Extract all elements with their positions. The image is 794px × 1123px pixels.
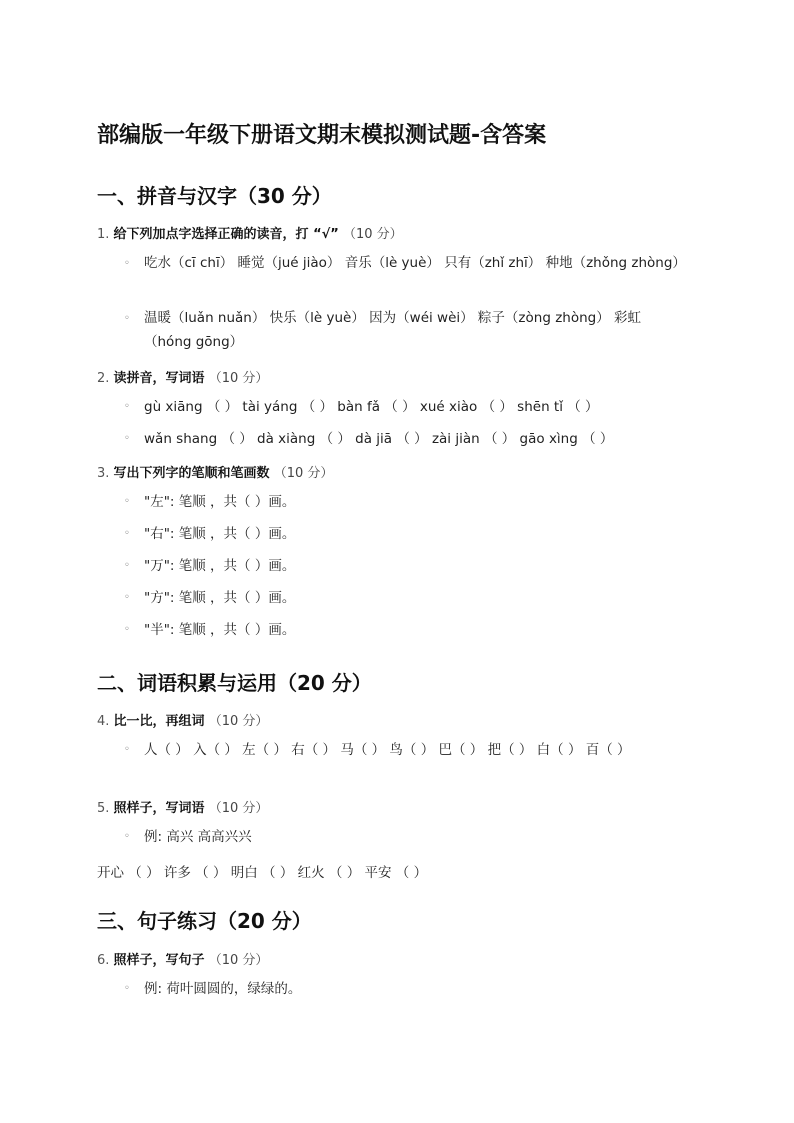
question-number: 5.	[97, 801, 110, 816]
question-number: 1.	[97, 227, 110, 242]
question-text: 照样子，写句子	[113, 953, 205, 968]
document-title: 部编版一年级下册语文期末模拟测试题-含答案	[97, 123, 547, 148]
question-points: （10 分）	[208, 801, 269, 816]
question-4	[97, 710, 268, 729]
list-item: 例: 高兴 高高兴兴	[144, 829, 252, 845]
question-text: 给下列加点字选择正确的读音，打 “√”	[113, 227, 339, 242]
question-5	[97, 797, 268, 816]
bullet-icon: ◦	[124, 496, 130, 507]
question-6	[97, 949, 268, 968]
list-item: 吃水（cī chī） 睡觉（jué jiào） 音乐（lè yuè） 只有（zhǐ zhī） 种地（zhǒng zhòng）	[144, 255, 686, 271]
question-text: 读拼音，写词语	[113, 371, 205, 386]
question-points: （10 分）	[208, 714, 269, 729]
section-heading-1: 一、拼音与汉字（30 分）	[97, 184, 332, 208]
word-fill-line: 开心 （ ） 许多 （ ） 明白 （ ） 红火 （ ） 平安 （ ）	[97, 865, 428, 881]
list-item: wǎn shang （ ） dà xiàng （ ） dà jiā （ ） zài jiàn （ ） gāo xìng （ ）	[144, 431, 614, 447]
question-points: （10 分）	[208, 371, 269, 386]
bullet-icon: ◦	[124, 433, 130, 444]
question-text: 比一比，再组词	[113, 714, 205, 729]
list-item: 温暖（luǎn nuǎn） 快乐（lè yuè） 因为（wéi wèi） 粽子（zòng zhòng） 彩虹 （hóng gōng）	[144, 310, 642, 350]
bullet-icon: ◦	[124, 401, 130, 412]
section-heading-3: 三、句子练习（20 分）	[97, 909, 312, 933]
list-item: "半": 笔顺 ，共（ ）画。	[144, 622, 296, 638]
bullet-icon: ◦	[124, 624, 130, 635]
question-number: 6.	[97, 953, 110, 968]
question-2	[97, 367, 268, 386]
bullet-icon: ◦	[124, 560, 130, 571]
bullet-icon: ◦	[124, 744, 130, 755]
list-item: "右": 笔顺 ，共（ ）画。	[144, 526, 296, 542]
question-points: （10 分）	[273, 466, 334, 481]
question-text: 写出下列字的笔顺和笔画数	[113, 466, 270, 481]
bullet-icon: ◦	[124, 258, 130, 269]
section-heading-2: 二、词语积累与运用（20 分）	[97, 671, 372, 695]
list-item: "左": 笔顺 ，共（ ）画。	[144, 494, 296, 510]
bullet-icon: ◦	[124, 313, 130, 324]
question-1	[97, 223, 403, 242]
question-3	[97, 462, 333, 481]
list-item: "万": 笔顺 ，共（ ）画。	[144, 558, 296, 574]
list-item: "方": 笔顺 ，共（ ）画。	[144, 590, 296, 606]
bullet-icon: ◦	[124, 592, 130, 603]
list-item: 人（ ） 入（ ） 左（ ） 右（ ） 马（ ） 鸟（ ） 巴（ ） 把（ ） 白（ ） 百（ ）	[144, 742, 631, 758]
question-number: 4.	[97, 714, 110, 729]
list-item: gù xiāng （ ） tài yáng （ ） bàn fǎ （ ） xué xiào （ ） shēn tǐ （ ）	[144, 399, 599, 415]
bullet-icon: ◦	[124, 528, 130, 539]
question-text: 照样子，写词语	[113, 801, 205, 816]
question-points: （10 分）	[342, 227, 403, 242]
bullet-icon: ◦	[124, 831, 130, 842]
list-item: 例: 荷叶圆圆的，绿绿的。	[144, 981, 302, 997]
question-number: 2.	[97, 371, 110, 386]
bullet-icon: ◦	[124, 983, 130, 994]
question-points: （10 分）	[208, 953, 269, 968]
question-number: 3.	[97, 466, 110, 481]
